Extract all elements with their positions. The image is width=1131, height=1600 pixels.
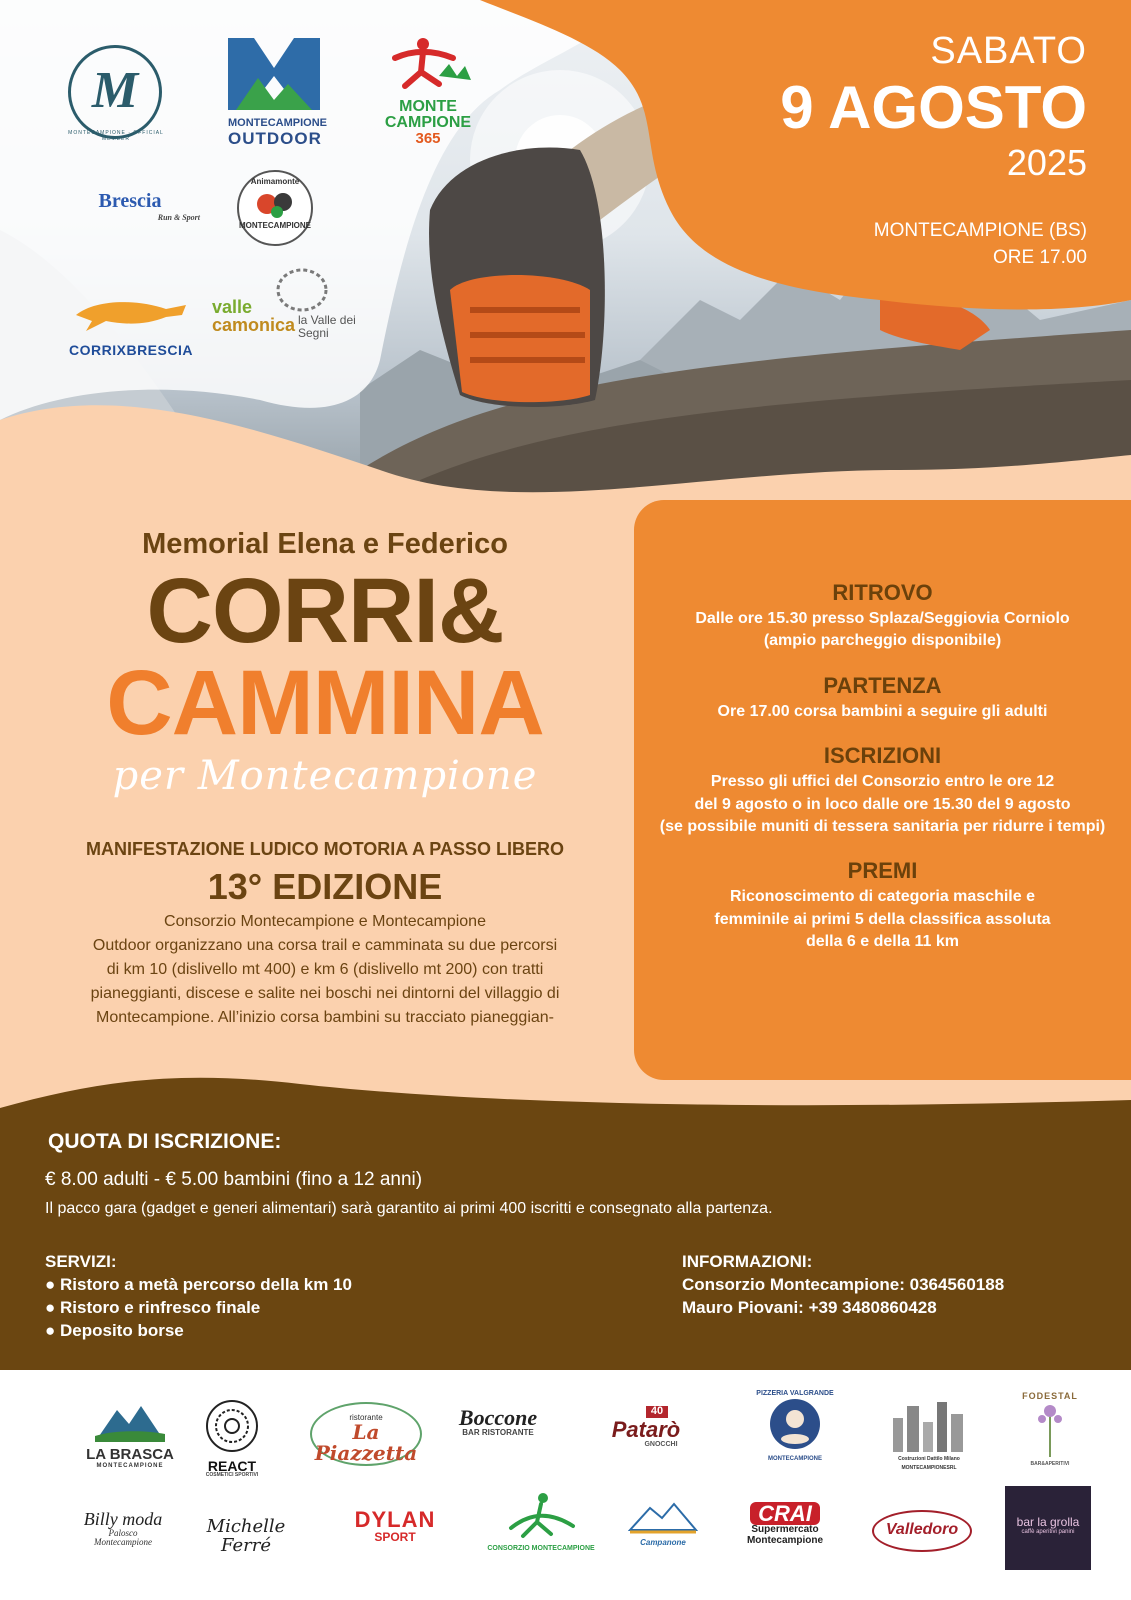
title-cammina: CAMMINA (106, 652, 544, 754)
pataro-sub: GNOCCHI (644, 1440, 678, 1448)
sponsor-pizzeria-valgrande (750, 1390, 840, 1462)
sponsor-la-brasca (70, 1400, 190, 1469)
animamonte-line2: MONTECAMPIONE (239, 221, 311, 230)
info-heading: PARTENZA (823, 672, 942, 698)
dylan-sub: SPORT (374, 1530, 416, 1545)
runner-figure-icon (383, 36, 473, 90)
montecampione-outdoor-logo (228, 38, 327, 149)
sponsor-react (192, 1398, 272, 1479)
info-heading: ISCRIZIONI (823, 743, 942, 769)
campanone-name: Campanone (640, 1537, 686, 1547)
la-brasca-name: LA BRASCA (86, 1445, 174, 1463)
dylan-name: DYLAN (354, 1507, 436, 1532)
info-heading: RITROVO (832, 580, 933, 605)
valle-line1: valle (212, 297, 253, 317)
description-line: di km 10 (dislivello mt 400) e km 6 (dislivello mt 200) con tratti (106, 961, 544, 978)
valledoro-name: Valledoro (885, 1521, 959, 1538)
city-skyline-icon (889, 1396, 969, 1452)
corrixbrescia-logo (58, 295, 204, 358)
montecampione-logo (68, 45, 162, 139)
montecampione-logo-sub: MONTECAMPIONE · OFFICIAL MEMBER (68, 130, 164, 142)
flower-icon (1030, 1401, 1070, 1457)
pataro-badge: 40 (646, 1406, 668, 1418)
valle-line2: camonica (212, 315, 296, 335)
brescia-sub: Run & Sport (157, 213, 200, 222)
informazioni-lines (682, 1274, 1004, 1320)
sponsor-crai (740, 1502, 830, 1546)
event-year: 2025 (1006, 142, 1087, 183)
info-line: Presso gli uffici del Consorzio entro le ore 12 (710, 773, 1055, 791)
event-date: 9 AGOSTO (780, 74, 1087, 141)
info-section-partenza (634, 673, 1131, 723)
description-line: pianeggianti, discese e salite nei boschi nei dintorni del villaggio di (90, 985, 560, 1002)
info-heading: PREMI (847, 858, 918, 884)
crai-sub2: Montecampione (746, 1534, 824, 1546)
billy-name: Billy moda (83, 1509, 163, 1529)
mc365-line1: MONTE (399, 98, 457, 115)
quota-prices: € 8.00 adulti - € 5.00 bambini (fino a 12 anni) (45, 1169, 423, 1190)
event-time: ORE 17.00 (993, 246, 1087, 268)
sponsor-michelle-ferre (186, 1518, 306, 1556)
info-section-ritrovo (634, 580, 1131, 653)
informazioni-line: Mauro Piovani: +39 3480860428 (682, 1297, 937, 1317)
mountain-icon (228, 38, 320, 110)
fodestal-sub: BAR&APERITIVI (1030, 1461, 1070, 1468)
info-line: del 9 agosto o in loco dalle ore 15.30 del 9 agosto (694, 795, 1071, 813)
quota-note: Il pacco gara (gadget e generi alimentari) sarà garantito ai primi 400 iscritti e consegnato alla partenza. (45, 1200, 773, 1217)
info-section-premi (634, 858, 1131, 953)
mountain-icon (628, 1500, 698, 1534)
cheetah-icon (66, 295, 196, 335)
crai-sub1: Supermercato (751, 1524, 819, 1536)
billy-sub2: Montecampione (94, 1537, 152, 1548)
react-name: REACT (207, 1457, 257, 1474)
dattilo-sub: MONTECAMPIONESRL (901, 1465, 957, 1472)
servizi-title: SERVIZI: (45, 1252, 117, 1271)
info-line: (ampio parcheggio disponibile) (763, 632, 1002, 650)
boccone-sub: BAR RISTORANTE (462, 1428, 534, 1438)
title-subtitle: per Montecampione (112, 753, 538, 799)
react-sub: COSMETICI SPORTIVI (205, 1472, 259, 1479)
event-day: SABATO (930, 30, 1087, 72)
title-corri: CORRI& (146, 560, 504, 662)
runner-line-icon (501, 1492, 581, 1540)
registration-band (0, 1112, 1131, 1370)
sponsor-billy-moda (68, 1510, 178, 1548)
animamonte-line1: Animamonte (250, 177, 300, 186)
grolla-sub: caffè aperitivi panini (1021, 1528, 1075, 1535)
sponsor-dattilo (884, 1396, 974, 1471)
sponsor-pataro (606, 1406, 686, 1448)
event-place: MONTECAMPIONE (BS) (873, 220, 1087, 241)
brescia-text: Brescia (98, 190, 162, 212)
fodestal-name: FODESTAL (1022, 1391, 1078, 1401)
info-line: Dalle ore 15.30 presso Splaza/Seggiovia Corniolo (695, 610, 1070, 627)
valgrande-name: PIZZERIA VALGRANDE (756, 1390, 834, 1397)
mandala-icon (204, 1398, 260, 1454)
billy-sub1: Palosco (108, 1527, 138, 1538)
footprint-icon (270, 264, 330, 316)
event-tagline: MANIFESTAZIONE LUDICO MOTORIA A PASSO LIBERO (85, 839, 564, 859)
sponsor-dylan-sport (350, 1508, 440, 1544)
crai-name: CRAI (750, 1502, 820, 1525)
pizza-maker-icon (763, 1397, 827, 1451)
montecampione-mark: M (91, 62, 139, 119)
outdoor-line1: MONTECAMPIONE (228, 117, 327, 129)
quota-title: QUOTA DI ISCRIZIONE: (48, 1130, 282, 1153)
piazzetta-pre: ristorante (349, 1413, 383, 1422)
boccone-name: Boccone (458, 1405, 538, 1430)
description-line: Consorzio Montecampione e Montecampione (164, 913, 486, 930)
event-edition: 13° EDIZIONE (207, 866, 443, 907)
sponsor-fodestal (1010, 1392, 1090, 1467)
info-line: della 6 e della 11 km (806, 933, 959, 951)
servizi-list (45, 1274, 352, 1343)
info-line: Riconoscimento di categoria maschile e (730, 888, 1035, 906)
description-line: Montecampione. All’inizio corsa bambini su tracciato pianeggian- (95, 1009, 555, 1026)
servizi-item: ● Deposito borse (45, 1320, 184, 1340)
michelle-name: Michelle Ferré (206, 1516, 286, 1556)
piazzetta-name: La Piazzetta (314, 1420, 418, 1466)
valgrande-sub: MONTECAMPIONE (768, 1456, 822, 1463)
consorzio-name: CONSORZIO MONTECAMPIONE (487, 1544, 595, 1552)
grolla-name: bar la grolla (1016, 1515, 1080, 1529)
description-line: Outdoor organizzano una corsa trail e camminata su due percorsi (92, 937, 558, 954)
mountain-icon (95, 1400, 165, 1442)
date-block (780, 30, 1087, 271)
corrix-text: CORRIXBRESCIA (69, 342, 193, 358)
info-panel (634, 500, 1131, 1080)
event-main-info (30, 528, 620, 1030)
info-line: Ore 17.00 corsa bambini a seguire gli adulti (717, 702, 1048, 720)
memorial-title: Memorial Elena e Federico (142, 528, 508, 560)
sponsor-valledoro (872, 1510, 972, 1552)
valle-line3: la Valle dei Segni (298, 313, 356, 341)
informazioni-line: Consorzio Montecampione: 0364560188 (682, 1275, 1005, 1294)
sponsor-bar-la-grolla (1005, 1486, 1091, 1570)
info-line: femminile ai primi 5 della classifica assoluta (714, 910, 1051, 928)
la-brasca-sub: MONTECAMPIONE (96, 1462, 164, 1469)
dattilo-name: Costruzioni Dattilo Milano (898, 1455, 960, 1462)
brescia-run-logo (60, 190, 200, 222)
outdoor-line2: OUTDOOR (228, 129, 322, 149)
informazioni-title: INFORMAZIONI: (682, 1252, 813, 1271)
sponsor-la-piazzetta (310, 1402, 422, 1466)
event-description (30, 910, 620, 1030)
valle-camonica-logo (212, 268, 362, 341)
pataro-name: Patarò (611, 1416, 681, 1442)
servizi-item: ● Ristoro a metà percorso della km 10 (45, 1275, 352, 1294)
mc365-line2: CAMPIONE (384, 114, 472, 131)
info-section-iscrizioni (634, 743, 1131, 838)
sponsor-consorzio (486, 1492, 596, 1552)
info-line: (se possibile muniti di tessera sanitaria per ridurre i tempi) (659, 817, 1106, 835)
sponsors-strip (0, 1370, 1131, 1600)
sponsor-campanone (620, 1500, 706, 1547)
servizi-item: ● Ristoro e rinfresco finale (45, 1297, 261, 1317)
montecampione-365-logo (372, 36, 484, 146)
sponsor-boccone (448, 1406, 548, 1437)
mc365-line3: 365 (415, 130, 441, 147)
animamonte-logo (237, 170, 313, 246)
sports-balls-icon (255, 186, 295, 220)
